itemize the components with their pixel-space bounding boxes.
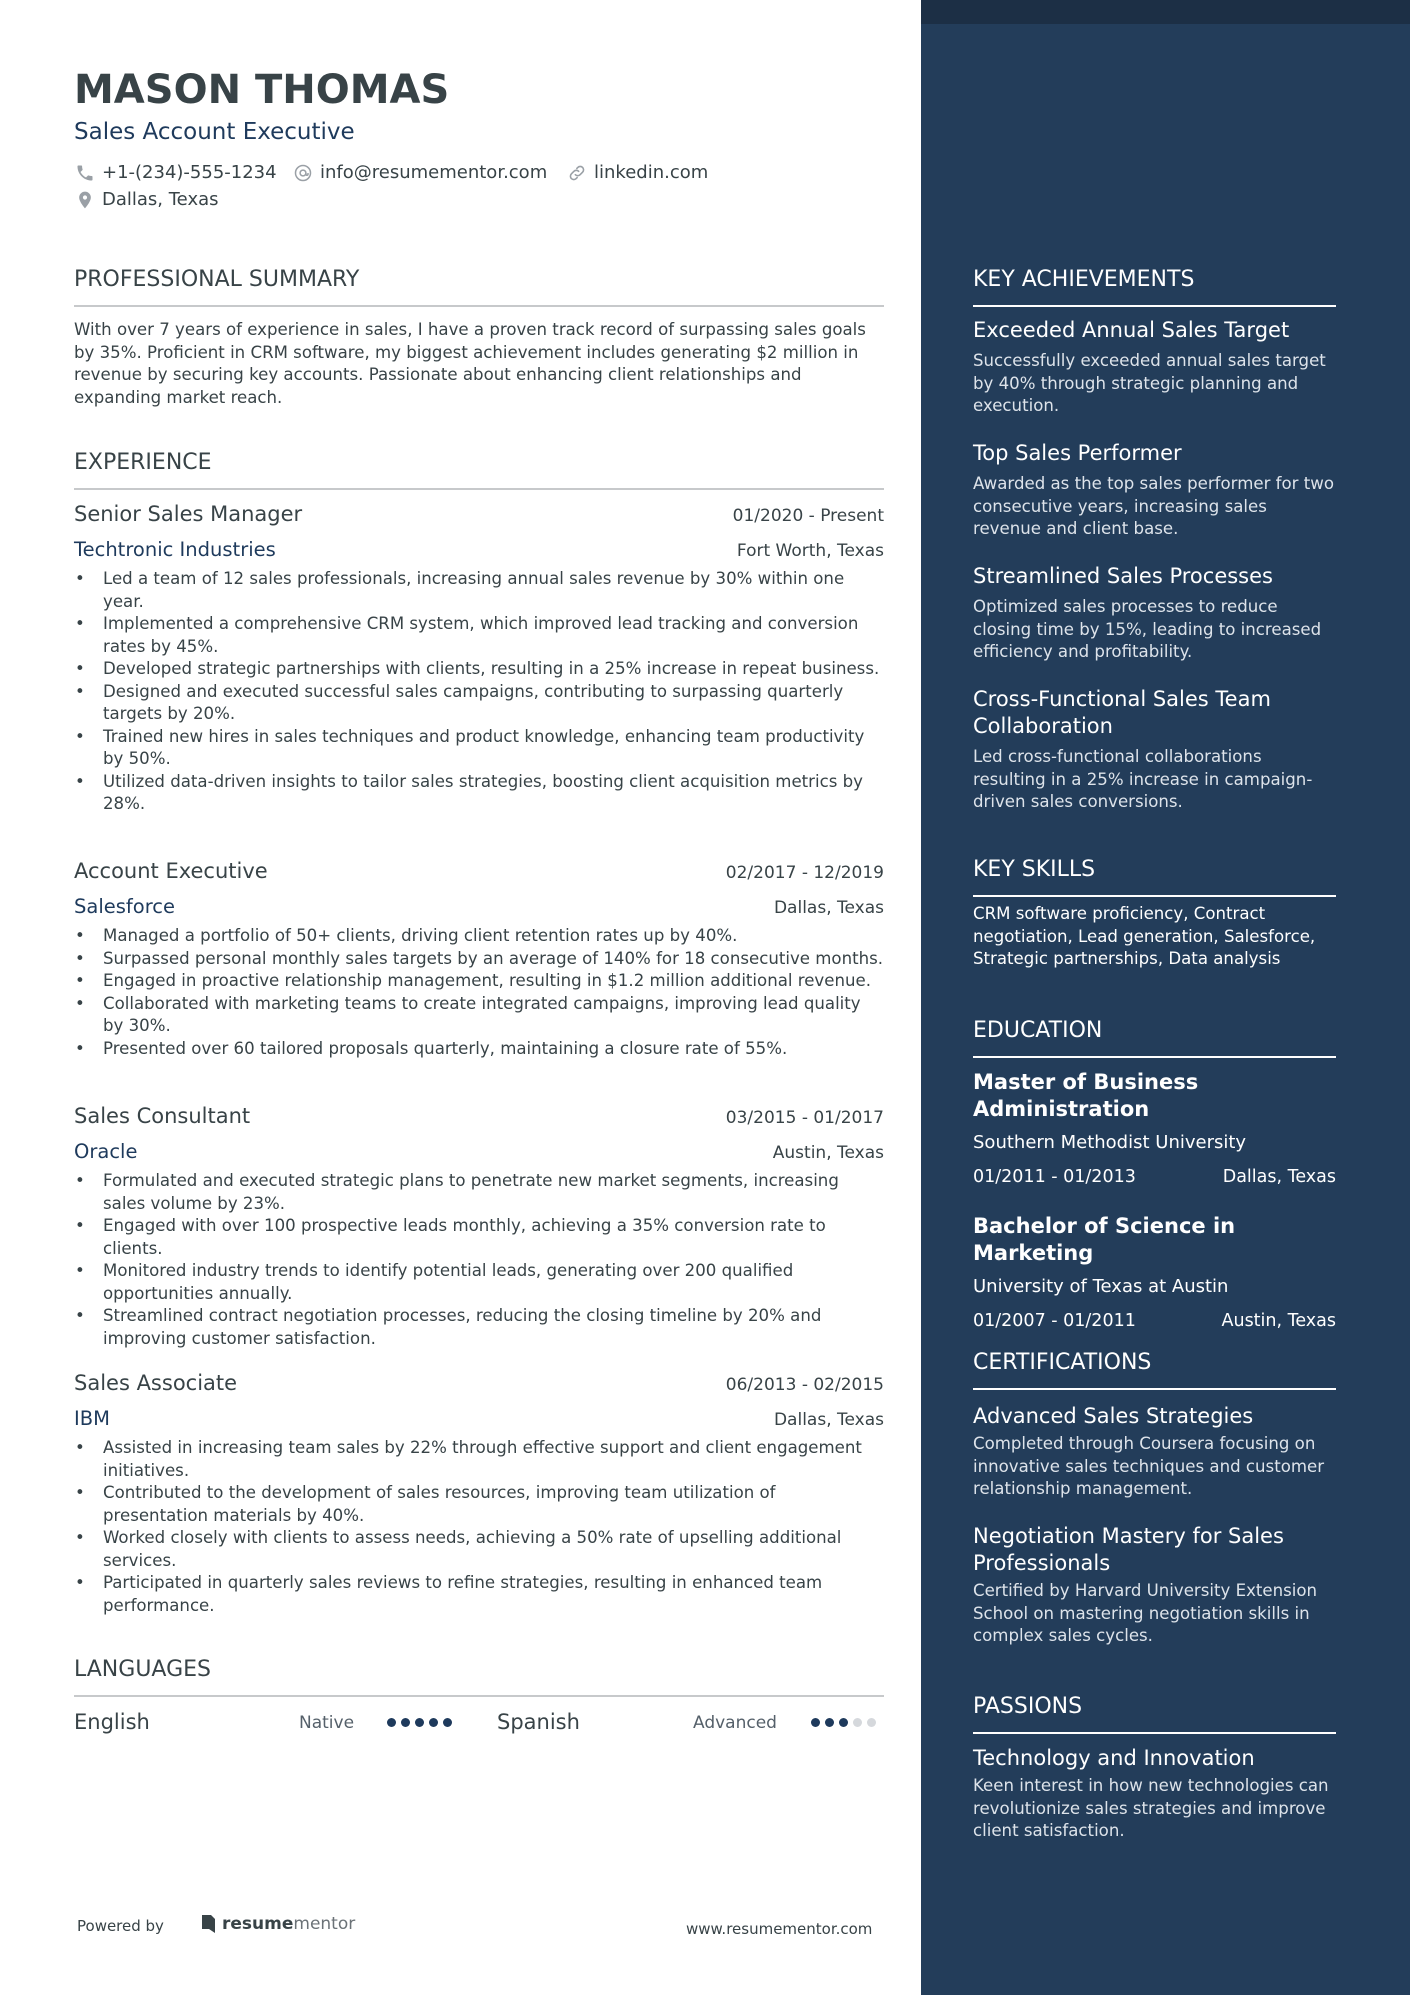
contact-phone[interactable] (74, 161, 277, 185)
languages-heading: LANGUAGES (74, 1655, 884, 1697)
rating-dot (415, 1718, 424, 1727)
language-name: English (74, 1710, 150, 1734)
bullet-item: • Engaged with over 100 prospective leads monthly, achieving a 35% conversion rate to clients. (74, 1215, 884, 1260)
bullet-item: • Participated in quarterly sales reviews to refine strategies, resulting in enhanced team performance. (74, 1572, 884, 1617)
job-company: Salesforce (74, 895, 176, 918)
education-heading: EDUCATION (973, 1016, 1336, 1058)
rating-dot (387, 1718, 396, 1727)
summary-text: With over 7 years of experience in sales, I have a proven track record of surpassing sales goals by 35%. Proficient in CRM software, my biggest achievement includes generating $2 million in revenue by securing key accounts. Passionate about enhancing client relationships and expanding market reach. (74, 320, 866, 407)
bullet-item: • Developed strategic partnerships with clients, resulting in a 25% increase in repeat business. (74, 658, 884, 681)
education-school: University of Texas at Austin (973, 1276, 1229, 1297)
bullet-item: • Formulated and executed strategic plans to penetrate new market segments, increasing sales volume by 23%. (74, 1170, 884, 1215)
job-title: Account Executive (74, 859, 268, 883)
linkedin-text: linkedin.com (594, 162, 709, 183)
job-location: Dallas, Texas (773, 1410, 884, 1430)
achievement-item (973, 317, 1336, 418)
bullet-item: • Assisted in increasing team sales by 22% through effective support and client engagement initiatives. (74, 1437, 884, 1482)
rating-dot (853, 1718, 862, 1727)
bullet-item: • Streamlined contract negotiation processes, reducing the closing timeline by 20% and improving customer satisfaction. (74, 1305, 884, 1350)
logo-bold-text: resume (222, 1914, 294, 1934)
certification-item (973, 1523, 1336, 1648)
job-title: Senior Sales Manager (74, 502, 303, 526)
location-text: Dallas, Texas (102, 189, 219, 210)
achievement-item (973, 563, 1336, 664)
achievement-title: Exceeded Annual Sales Target (973, 318, 1290, 342)
bullet-item: • Utilized data-driven insights to tailor sales strategies, boosting client acquisition metrics by 28%. (74, 771, 884, 816)
rating-dot (443, 1718, 452, 1727)
achievement-desc: Awarded as the top sales performer for two consecutive years, increasing sales revenue and client base. (973, 474, 1334, 538)
rating-dot (811, 1718, 820, 1727)
education-location: Dallas, Texas (1222, 1167, 1336, 1187)
skills-heading: KEY SKILLS (973, 855, 1336, 897)
language-level: Native (299, 1713, 355, 1733)
skills-text: CRM software proficiency, Contract negotiation, Lead generation, Salesforce, Strategic partnerships, Data analysis (973, 904, 1316, 968)
job-company: Techtronic Industries (74, 538, 276, 561)
job-location: Dallas, Texas (773, 898, 884, 918)
job-dates: 03/2015 - 01/2017 (725, 1108, 884, 1128)
language-rating (811, 1718, 876, 1727)
bullet-item: • Collaborated with marketing teams to create integrated campaigns, improving lead quality by 30%. (74, 993, 884, 1038)
language-level: Advanced (693, 1713, 777, 1733)
job-bullets (74, 925, 884, 1060)
contact-location (74, 188, 219, 212)
bullet-item: • Monitored industry trends to identify potential leads, generating over 200 qualified opportunities annually. (74, 1260, 884, 1305)
bullet-item: • Engaged in proactive relationship management, resulting in $1.2 million additional revenue. (74, 970, 884, 993)
bullet-item: • Surpassed personal monthly sales targets by an average of 140% for 18 consecutive months. (74, 948, 884, 971)
passions-heading: PASSIONS (973, 1692, 1336, 1734)
certifications-heading: CERTIFICATIONS (973, 1348, 1336, 1390)
job-company: IBM (74, 1407, 110, 1430)
job-entry (74, 1101, 884, 1350)
candidate-name: MASON THOMAS (74, 67, 450, 113)
certification-title: Advanced Sales Strategies (973, 1404, 1254, 1428)
achievements-heading: KEY ACHIEVEMENTS (973, 265, 1336, 307)
resumementor-logo[interactable] (200, 1914, 355, 1934)
passion-desc: Keen interest in how new technologies can revolutionize sales strategies and improve client satisfaction. (973, 1776, 1329, 1840)
email-text: info@resumementor.com (320, 162, 548, 183)
phone-icon (74, 162, 96, 184)
certification-desc: Certified by Harvard University Extension School on mastering negotiation skills in complex sales cycles. (973, 1581, 1318, 1645)
achievement-desc: Successfully exceeded annual sales target by 40% through strategic planning and execution. (973, 351, 1326, 415)
education-degree: Bachelor of Science in Marketing (973, 1214, 1236, 1265)
job-entry (74, 1368, 884, 1617)
rating-dot (867, 1718, 876, 1727)
job-dates: 06/2013 - 02/2015 (725, 1375, 884, 1395)
logo-mark-icon (200, 1914, 216, 1934)
job-entry (74, 856, 884, 1060)
bullet-item: • Implemented a comprehensive CRM system, which improved lead tracking and conversion rates by 45%. (74, 613, 884, 658)
summary-heading: PROFESSIONAL SUMMARY (74, 265, 884, 307)
footer-url[interactable]: www.resumementor.com (686, 1920, 873, 1938)
language-name: Spanish (497, 1710, 580, 1734)
sidebar-top-band (921, 0, 1410, 24)
achievement-title: Streamlined Sales Processes (973, 564, 1273, 588)
job-dates: 02/2017 - 12/2019 (725, 863, 884, 883)
link-icon (566, 162, 588, 184)
job-company: Oracle (74, 1140, 138, 1163)
certification-title: Negotiation Mastery for Sales Professionals (973, 1524, 1284, 1575)
certification-item (973, 1403, 1336, 1501)
achievement-desc: Led cross-functional collaborations resulting in a 25% increase in campaign-driven sales conversions. (973, 747, 1313, 811)
rating-dot (429, 1718, 438, 1727)
bullet-item: • Led a team of 12 sales professionals, increasing annual sales revenue by 30% within one year. (74, 568, 884, 613)
bullet-item: • Presented over 60 tailored proposals quarterly, maintaining a closure rate of 55%. (74, 1038, 884, 1061)
contact-email[interactable] (292, 161, 547, 185)
achievement-title: Cross-Functional Sales Team Collaboration (973, 687, 1271, 738)
rating-dot (401, 1718, 410, 1727)
education-item (973, 1213, 1336, 1334)
education-dates: 01/2007 - 01/2011 (973, 1311, 1136, 1331)
job-location: Austin, Texas (772, 1143, 884, 1163)
language-rating (387, 1718, 452, 1727)
education-degree: Master of Business Administration (973, 1070, 1199, 1121)
bullet-item: • Managed a portfolio of 50+ clients, driving client retention rates up by 40%. (74, 925, 884, 948)
achievement-item (973, 440, 1336, 541)
experience-heading: EXPERIENCE (74, 448, 884, 490)
passion-item (973, 1745, 1336, 1843)
location-pin-icon (74, 189, 96, 211)
bullet-item: • Trained new hires in sales techniques and product knowledge, enhancing team productivity by 50%. (74, 726, 884, 771)
contact-linkedin[interactable] (566, 161, 708, 185)
job-location: Fort Worth, Texas (736, 541, 884, 561)
passion-title: Technology and Innovation (973, 1746, 1255, 1770)
education-school: Southern Methodist University (973, 1132, 1247, 1153)
achievement-item (973, 686, 1336, 814)
logo-light-text: mentor (293, 1914, 356, 1934)
job-entry (74, 499, 884, 816)
bullet-item: • Contributed to the development of sales resources, improving team utilization of presentation materials by 40%. (74, 1482, 884, 1527)
achievement-title: Top Sales Performer (973, 441, 1182, 465)
education-dates: 01/2011 - 01/2013 (973, 1167, 1136, 1187)
bullet-item: • Designed and executed successful sales campaigns, contributing to surpassing quarterly targets by 20%. (74, 681, 884, 726)
at-icon (292, 162, 314, 184)
bullet-item: • Worked closely with clients to assess needs, achieving a 50% rate of upselling additional services. (74, 1527, 884, 1572)
education-location: Austin, Texas (1221, 1311, 1336, 1331)
phone-text: +1-(234)-555-1234 (102, 162, 277, 183)
powered-by-label: Powered by (77, 1917, 164, 1935)
candidate-role: Sales Account Executive (74, 119, 355, 145)
rating-dot (825, 1718, 834, 1727)
job-bullets (74, 1170, 884, 1350)
achievement-desc: Optimized sales processes to reduce closing time by 15%, leading to increased efficiency and profitability. (973, 597, 1322, 661)
job-bullets (74, 1437, 884, 1617)
job-title: Sales Associate (74, 1371, 238, 1395)
certification-desc: Completed through Coursera focusing on innovative sales techniques and customer relationship management. (973, 1434, 1325, 1498)
education-item (973, 1069, 1336, 1190)
rating-dot (839, 1718, 848, 1727)
job-dates: 01/2020 - Present (732, 506, 884, 526)
job-bullets (74, 568, 884, 816)
job-title: Sales Consultant (74, 1104, 251, 1128)
